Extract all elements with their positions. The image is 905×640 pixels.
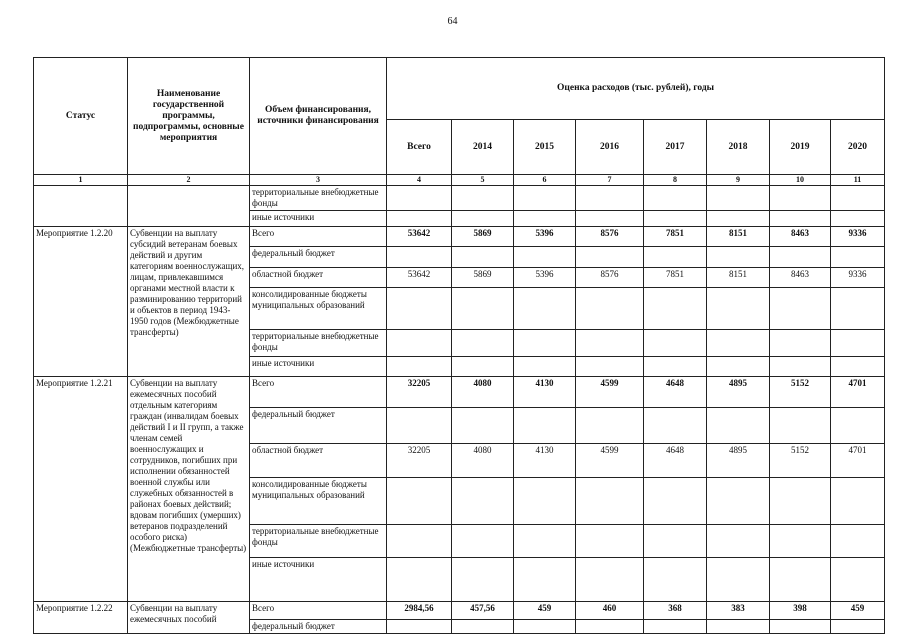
table-row	[34, 186, 885, 211]
program-name-cell	[128, 186, 250, 227]
column-number: 1	[34, 175, 128, 186]
value-cell	[514, 186, 576, 211]
header-year: 2014	[452, 120, 514, 175]
value-cell: 4701	[831, 444, 885, 478]
value-cell: 4648	[644, 377, 707, 408]
value-cell: 8151	[707, 268, 770, 288]
value-cell	[387, 211, 452, 227]
header-year: 2015	[514, 120, 576, 175]
value-cell: 9336	[831, 227, 885, 247]
value-cell	[644, 357, 707, 377]
value-cell: 4080	[452, 377, 514, 408]
table-row	[34, 377, 885, 408]
value-cell	[387, 288, 452, 330]
value-cell: 2984,56	[387, 602, 452, 620]
value-cell	[831, 186, 885, 211]
funding-source-cell: иные источники	[250, 558, 387, 602]
funding-source-cell: областной бюджет	[250, 268, 387, 288]
value-cell	[707, 330, 770, 357]
value-cell: 7851	[644, 227, 707, 247]
value-cell	[770, 288, 831, 330]
program-name-cell: Субвенции на выплату субсидий ветеранам боевых действий и другим категориям военнослужащих, лицам, привлекавшимся органами местной власти к разминированию территорий и объектов в период 1943-1950 годов (Межбюджетные трансферты)	[128, 227, 250, 377]
funding-source-cell: территориальные внебюджетные фонды	[250, 330, 387, 357]
header-status: Статус	[34, 58, 128, 175]
funding-source-cell: федеральный бюджет	[250, 620, 387, 634]
status-cell: Мероприятие 1.2.22	[34, 602, 128, 634]
header-year: 2019	[770, 120, 831, 175]
value-cell	[387, 620, 452, 634]
value-cell: 8576	[576, 268, 644, 288]
value-cell	[387, 186, 452, 211]
value-cell: 5152	[770, 377, 831, 408]
column-number: 9	[707, 175, 770, 186]
value-cell	[452, 211, 514, 227]
value-cell	[514, 558, 576, 602]
value-cell: 32205	[387, 377, 452, 408]
value-cell: 5152	[770, 444, 831, 478]
funding-source-cell: консолидированные бюджеты муниципальных образований	[250, 288, 387, 330]
value-cell	[770, 357, 831, 377]
value-cell	[452, 288, 514, 330]
value-cell: 8151	[707, 227, 770, 247]
page-number: 64	[447, 16, 458, 27]
value-cell	[387, 330, 452, 357]
value-cell: 4080	[452, 444, 514, 478]
value-cell: 459	[831, 602, 885, 620]
value-cell	[644, 525, 707, 558]
value-cell: 53642	[387, 268, 452, 288]
value-cell	[514, 357, 576, 377]
value-cell: 5396	[514, 227, 576, 247]
column-number: 5	[452, 175, 514, 186]
value-cell: 8463	[770, 268, 831, 288]
value-cell	[707, 247, 770, 268]
value-cell	[576, 330, 644, 357]
value-cell: 4130	[514, 377, 576, 408]
value-cell	[707, 525, 770, 558]
value-cell	[452, 247, 514, 268]
status-cell: Мероприятие 1.2.21	[34, 377, 128, 602]
value-cell	[644, 558, 707, 602]
value-cell	[707, 211, 770, 227]
value-cell	[644, 186, 707, 211]
value-cell: 459	[514, 602, 576, 620]
value-cell: 368	[644, 602, 707, 620]
funding-source-cell: территориальные внебюджетные фонды	[250, 525, 387, 558]
column-numbers-row	[34, 175, 885, 186]
value-cell	[514, 478, 576, 525]
value-cell	[707, 288, 770, 330]
value-cell	[707, 186, 770, 211]
table-row	[34, 602, 885, 620]
value-cell	[452, 186, 514, 211]
value-cell	[452, 558, 514, 602]
value-cell: 5869	[452, 227, 514, 247]
value-cell: 9336	[831, 268, 885, 288]
budget-table	[33, 57, 885, 634]
value-cell: 8463	[770, 227, 831, 247]
value-cell: 4648	[644, 444, 707, 478]
value-cell	[770, 478, 831, 525]
value-cell	[576, 558, 644, 602]
value-cell	[831, 620, 885, 634]
value-cell: 5869	[452, 268, 514, 288]
value-cell	[831, 330, 885, 357]
value-cell	[707, 558, 770, 602]
value-cell	[576, 620, 644, 634]
value-cell: 398	[770, 602, 831, 620]
value-cell	[770, 186, 831, 211]
funding-source-cell: иные источники	[250, 211, 387, 227]
funding-source-cell: территориальные внебюджетные фонды	[250, 186, 387, 211]
value-cell: 460	[576, 602, 644, 620]
status-cell	[34, 186, 128, 227]
value-cell	[644, 330, 707, 357]
column-number: 3	[250, 175, 387, 186]
value-cell	[831, 357, 885, 377]
funding-source-cell: Всего	[250, 227, 387, 247]
value-cell	[644, 211, 707, 227]
value-cell	[514, 525, 576, 558]
value-cell	[576, 525, 644, 558]
header-program-name: Наименование государственной программы, подпрограммы, основные мероприятия	[128, 58, 250, 175]
value-cell	[831, 408, 885, 444]
value-cell	[644, 620, 707, 634]
value-cell	[514, 408, 576, 444]
value-cell	[452, 330, 514, 357]
value-cell	[770, 211, 831, 227]
value-cell: 383	[707, 602, 770, 620]
value-cell: 4895	[707, 444, 770, 478]
funding-source-cell: Всего	[250, 602, 387, 620]
value-cell: 5396	[514, 268, 576, 288]
header-funding-source: Объем финансирования, источники финансирования	[250, 58, 387, 175]
column-number: 7	[576, 175, 644, 186]
value-cell	[770, 620, 831, 634]
funding-source-cell: областной бюджет	[250, 444, 387, 478]
value-cell: 4701	[831, 377, 885, 408]
value-cell	[707, 357, 770, 377]
column-number: 4	[387, 175, 452, 186]
header-year: 2016	[576, 120, 644, 175]
value-cell	[831, 211, 885, 227]
value-cell: 4599	[576, 444, 644, 478]
value-cell	[514, 620, 576, 634]
value-cell	[644, 478, 707, 525]
funding-source-cell: консолидированные бюджеты муниципальных образований	[250, 478, 387, 525]
column-number: 2	[128, 175, 250, 186]
value-cell	[831, 558, 885, 602]
value-cell	[387, 525, 452, 558]
value-cell	[576, 357, 644, 377]
value-cell	[831, 288, 885, 330]
value-cell	[576, 211, 644, 227]
column-number: 10	[770, 175, 831, 186]
header-estimate: Оценка расходов (тыс. рублей), годы	[387, 58, 885, 120]
value-cell: 4895	[707, 377, 770, 408]
column-number: 11	[831, 175, 885, 186]
value-cell: 4130	[514, 444, 576, 478]
value-cell: 7851	[644, 268, 707, 288]
value-cell	[770, 408, 831, 444]
value-cell	[514, 330, 576, 357]
value-cell	[387, 357, 452, 377]
table-row	[34, 227, 885, 247]
value-cell: 457,56	[452, 602, 514, 620]
value-cell	[770, 330, 831, 357]
value-cell	[831, 478, 885, 525]
column-number: 6	[514, 175, 576, 186]
value-cell	[452, 357, 514, 377]
header-year: 2018	[707, 120, 770, 175]
value-cell	[770, 558, 831, 602]
value-cell	[514, 288, 576, 330]
program-name-cell: Субвенции на выплату ежемесячных пособий	[128, 602, 250, 634]
value-cell	[707, 620, 770, 634]
value-cell: 53642	[387, 227, 452, 247]
value-cell	[452, 525, 514, 558]
program-name-cell: Субвенции на выплату ежемесячных пособий отдельным категориям граждан (инвалидам боевых действий I и II групп, а также членам семей военнослужащих и сотрудников, погибших при исполнении обязанностей военной службы или служебных обязанностей в районах боевых действий; вдовам погибших (умерших) ветеранов подразделений особого риска) (Межбюджетные трансферты)	[128, 377, 250, 602]
header-year: Всего	[387, 120, 452, 175]
value-cell	[576, 186, 644, 211]
value-cell	[387, 247, 452, 268]
value-cell	[576, 247, 644, 268]
value-cell	[644, 288, 707, 330]
value-cell	[576, 288, 644, 330]
value-cell	[831, 525, 885, 558]
funding-source-cell: Всего	[250, 377, 387, 408]
value-cell: 4599	[576, 377, 644, 408]
funding-source-cell: федеральный бюджет	[250, 408, 387, 444]
value-cell	[770, 525, 831, 558]
value-cell	[452, 620, 514, 634]
header-row	[34, 58, 885, 120]
value-cell	[707, 408, 770, 444]
funding-source-cell: иные источники	[250, 357, 387, 377]
value-cell	[387, 558, 452, 602]
value-cell	[770, 247, 831, 268]
header-year: 2017	[644, 120, 707, 175]
value-cell	[576, 478, 644, 525]
funding-source-cell: федеральный бюджет	[250, 247, 387, 268]
value-cell	[514, 247, 576, 268]
value-cell: 8576	[576, 227, 644, 247]
status-cell: Мероприятие 1.2.20	[34, 227, 128, 377]
value-cell	[831, 247, 885, 268]
value-cell	[707, 478, 770, 525]
value-cell	[387, 408, 452, 444]
value-cell	[452, 408, 514, 444]
header-year: 2020	[831, 120, 885, 175]
value-cell	[452, 478, 514, 525]
value-cell	[387, 478, 452, 525]
value-cell: 32205	[387, 444, 452, 478]
value-cell	[576, 408, 644, 444]
value-cell	[514, 211, 576, 227]
value-cell	[644, 247, 707, 268]
column-number: 8	[644, 175, 707, 186]
value-cell	[644, 408, 707, 444]
